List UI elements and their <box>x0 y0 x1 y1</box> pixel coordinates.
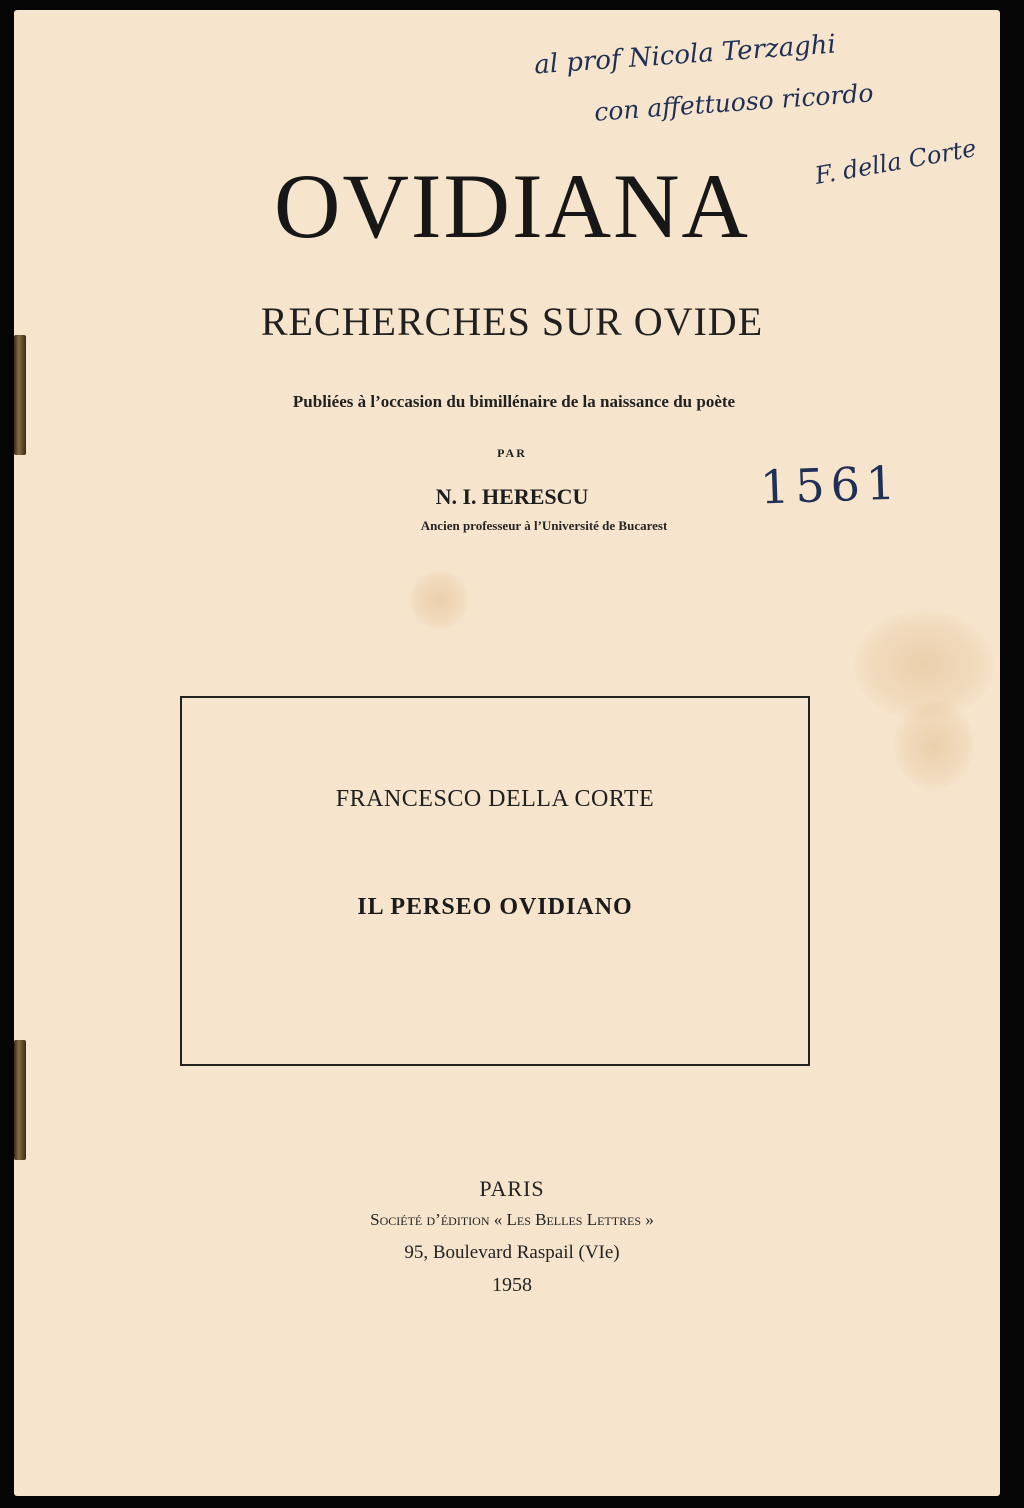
shelf-number: 1561 <box>759 455 902 515</box>
editor-role: Ancien professeur à l’Université de Bucarest <box>420 518 668 533</box>
par-label: PAR <box>497 446 527 460</box>
staple <box>14 1040 26 1160</box>
water-stain <box>409 570 469 630</box>
dedication-line-2: con affettuoso ricordo <box>593 78 875 127</box>
cover-page <box>14 10 1000 1496</box>
series-subtitle: RECHERCHES SUR OVIDE <box>260 299 764 344</box>
series-title: OVIDIANA <box>274 155 750 257</box>
article-box <box>180 696 810 1066</box>
signature: F. della Corte <box>812 134 979 190</box>
article-title: IL PERSEO OVIDIANO <box>357 894 633 920</box>
editor-name: N. I. HERESCU <box>435 484 589 509</box>
imprint-year: 1958 <box>492 1274 532 1296</box>
occasion-line: Publiées à l’occasion du bimillénaire de la naissance du poète <box>292 392 736 411</box>
water-stain <box>894 700 974 790</box>
dedication-line-1: al prof Nicola Terzaghi <box>533 29 837 81</box>
article-author: FRANCESCO DELLA CORTE <box>335 786 655 812</box>
imprint-address: 95, Boulevard Raspail (VIe) <box>404 1242 620 1263</box>
imprint-city: PARIS <box>479 1176 545 1201</box>
staple <box>14 335 26 455</box>
imprint-publisher: Société d’édition « Les Belles Lettres » <box>370 1210 654 1229</box>
